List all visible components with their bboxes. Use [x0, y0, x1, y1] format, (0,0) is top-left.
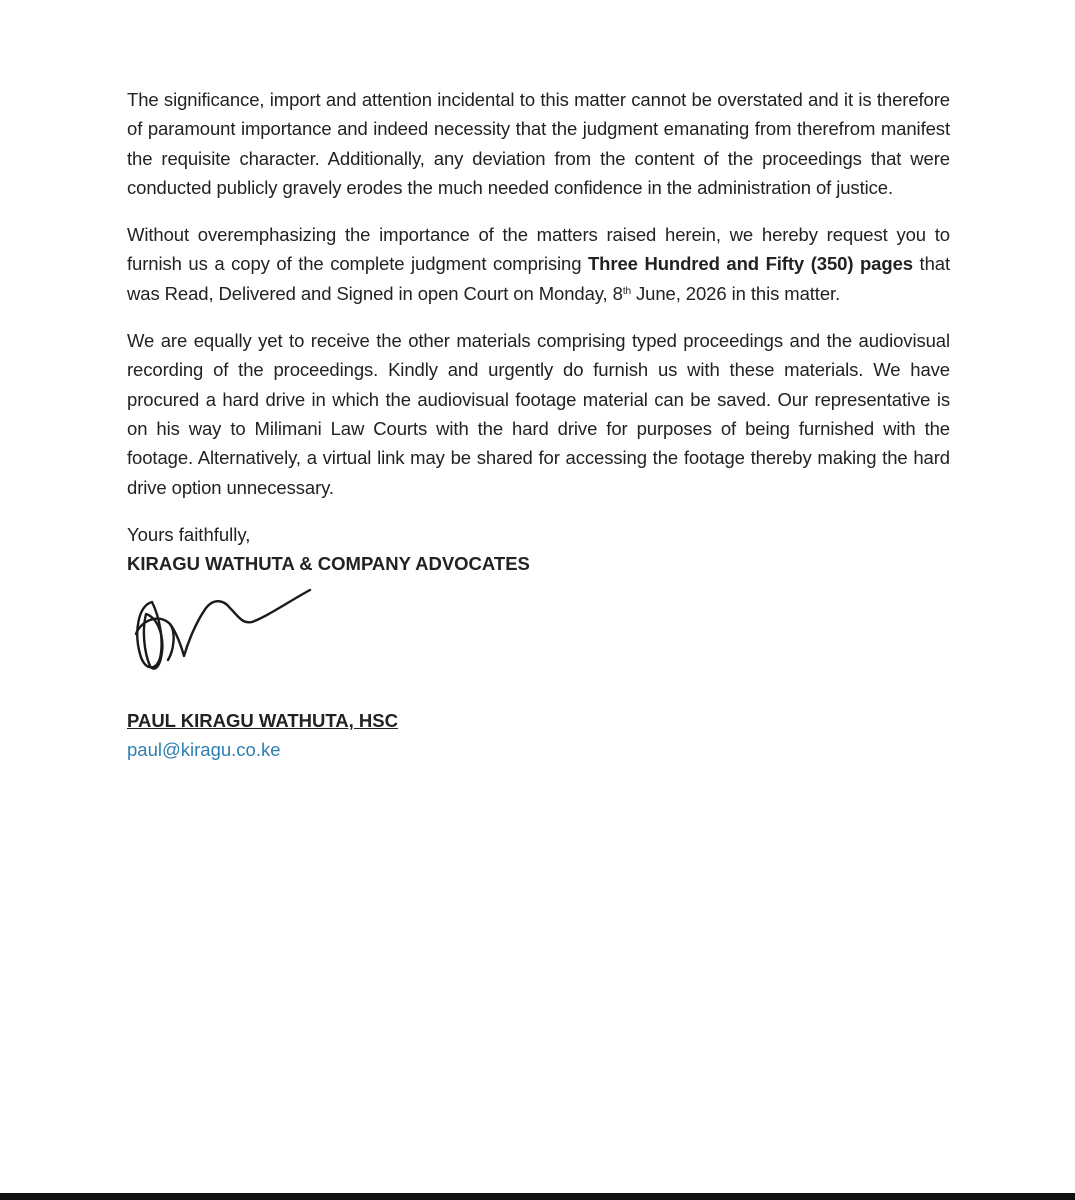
paragraph-materials: We are equally yet to receive the other materials comprising typed proceedings and the audiovisual recording of the proceedings. Kindly and urgently do furnish us with these materials. We have procured a hard drive in which the audiovisual footage material can be saved. Our representative is on his way to Milimani Law Courts with the hard drive for purposes of being furnished with the footage. Alternatively, a virtual link may be shared for accessing the footage thereby making the hard drive option unnecessary.: [127, 330, 950, 498]
ordinal-suffix: th: [622, 285, 631, 297]
bottom-border: [0, 1193, 1075, 1200]
firm-name: KIRAGU WATHUTA & COMPANY ADVOCATES: [127, 552, 530, 574]
signatory-email: paul@kiragu.co.ke: [127, 738, 281, 760]
signatory-name: PAUL KIRAGU WATHUTA, HSC: [127, 709, 398, 731]
request-text-middle: that was Read, Delivered and Signed in open Court on Monday, 8: [127, 253, 950, 304]
closing-block: [127, 520, 950, 578]
request-text-start: Without overemphasizing the importance of the matters raised herein, we hereby request you to furnish us a copy of the complete judgment comprising: [127, 224, 950, 275]
paragraph-significance: The significance, import and attention incidental to this matter cannot be overstated and it is therefore of paramount importance and indeed necessity that the judgment emanating from therefrom manifest the requisite character. Additionally, any deviation from the content of the proceedings that were conducted publicly gravely erodes the much needed confidence in the administration of justice.: [127, 89, 950, 198]
paragraph-request: [127, 220, 950, 308]
closing-salutation: Yours faithfully,: [127, 523, 251, 545]
handwritten-signature: [130, 582, 330, 682]
letter-body: [127, 85, 950, 764]
request-text-end: June, 2026 in this matter.: [630, 282, 841, 304]
page-count-bold: Three Hundred and Fifty (350) pages: [587, 253, 913, 275]
